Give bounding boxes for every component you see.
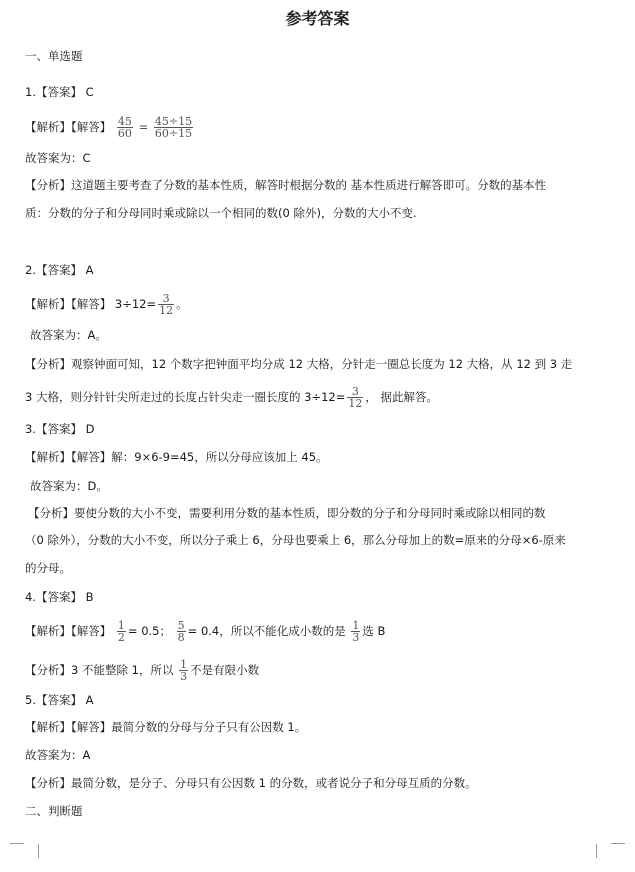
q4-explanation <box>25 659 259 682</box>
numerator: 1 <box>180 658 188 671</box>
denominator: 3 <box>352 631 360 644</box>
q3-conclusion: 故答案为：D。 <box>30 479 108 493</box>
q1-conclusion: 故答案为：C <box>25 151 91 165</box>
q1-explanation-line1: 【分析】这道题主要考查了分数的基本性质，解答时根据分数的 基本性质进行解答即可。分数的基本性 <box>25 178 547 192</box>
q3-explanation-line3: 的分母。 <box>25 561 71 575</box>
numerator: 45÷15 <box>154 115 193 128</box>
q4-value-a: = 0.5； <box>127 624 171 638</box>
q4-answer: 4.【答案】 B <box>25 590 94 604</box>
fraction <box>117 116 133 139</box>
denominator: 2 <box>117 631 125 644</box>
page-corner-mark <box>596 844 611 858</box>
q4-value-b: = 0.4，所以不能化成小数的是 <box>187 624 346 638</box>
numerator: 1 <box>117 619 125 632</box>
denominator: 8 <box>177 631 185 644</box>
q1-analysis-label: 【解析】【解答】 <box>25 120 112 134</box>
q5-explanation: 【分析】最简分数，是分子、分母只有公因数 1 的分数，或者说分子和分母互质的分数。 <box>25 776 477 790</box>
page-corner-mark <box>10 843 24 844</box>
numerator: 45 <box>117 115 132 128</box>
q3-explanation-line2: （0 除外），分数的大小不变，所以分子乘上 6，分母也要乘上 6，那么分母加上的数=原来的分母×6-原来 <box>25 533 566 547</box>
q4-explanation-tail: 不是有限小数 <box>190 663 260 677</box>
fraction <box>117 620 126 643</box>
numerator: 1 <box>352 619 360 632</box>
denominator: 3 <box>180 670 188 683</box>
fraction <box>179 659 188 682</box>
fraction <box>351 620 360 643</box>
denominator: 12 <box>159 304 174 317</box>
page-title: 参考答案 <box>285 9 350 28</box>
q2-explanation-line2 <box>25 386 438 409</box>
numerator: 3 <box>347 386 363 398</box>
q5-analysis: 【解析】【解答】最简分数的分母与分子只有公因数 1。 <box>25 720 307 734</box>
fraction <box>177 620 186 643</box>
q5-answer: 5.【答案】 A <box>25 693 94 707</box>
numerator: 5 <box>177 619 185 632</box>
q2-analysis <box>25 293 188 316</box>
fraction <box>154 116 193 139</box>
q3-answer: 3.【答案】 D <box>25 422 95 436</box>
denominator: 12 <box>348 397 363 410</box>
fraction <box>347 386 363 409</box>
q4-choice: 选 B <box>362 624 386 638</box>
q4-analysis <box>25 620 385 643</box>
q2-answer: 2.【答案】 A <box>25 263 94 277</box>
q4-explanation-text: 【分析】3 不能整除 1，所以 <box>25 663 174 677</box>
section-heading-single-choice: 一、单选题 <box>25 49 83 63</box>
q3-explanation-line1: 【分析】要使分数的大小不变，需要利用分数的基本性质，即分数的分子和分母同时乘或除以相同的数 <box>28 506 546 520</box>
fraction <box>158 293 174 316</box>
q2-explanation-tail: ， 据此解答。 <box>365 390 439 404</box>
q2-explanation-text: 3 大格，则分针针尖所走过的长度占针尖走一圈长度的 3÷12= <box>25 390 346 404</box>
page-corner-mark <box>24 844 39 858</box>
q1-answer: 1.【答案】 C <box>25 85 94 99</box>
equals-sign: = <box>138 120 149 134</box>
denominator: 60÷15 <box>154 127 193 140</box>
denominator: 60 <box>117 127 132 140</box>
q3-analysis: 【解析】【解答】解：9×6-9=45，所以分母应该加上 45。 <box>25 450 328 464</box>
period: 。 <box>176 297 188 311</box>
section-heading-true-false: 二、判断题 <box>25 804 83 818</box>
q1-analysis <box>25 116 195 139</box>
q2-explanation-line1: 【分析】观察钟面可知，12 个数字把钟面平均分成 12 大格，分针走一圈总长度为 12 大格，从 12 到 3 走 <box>25 357 573 371</box>
q4-analysis-label: 【解析】【解答】 <box>25 624 112 638</box>
q5-conclusion: 故答案为：A <box>25 748 91 762</box>
q2-analysis-label: 【解析】【解答】 3÷12= <box>25 297 157 311</box>
page-corner-mark <box>611 843 625 844</box>
numerator: 3 <box>158 293 174 305</box>
q2-conclusion: 故答案为：A。 <box>30 328 107 342</box>
q1-explanation-line2: 质：分数的分子和分母同时乘或除以一个相同的数(0 除外)，分数的大小不变. <box>25 206 417 220</box>
